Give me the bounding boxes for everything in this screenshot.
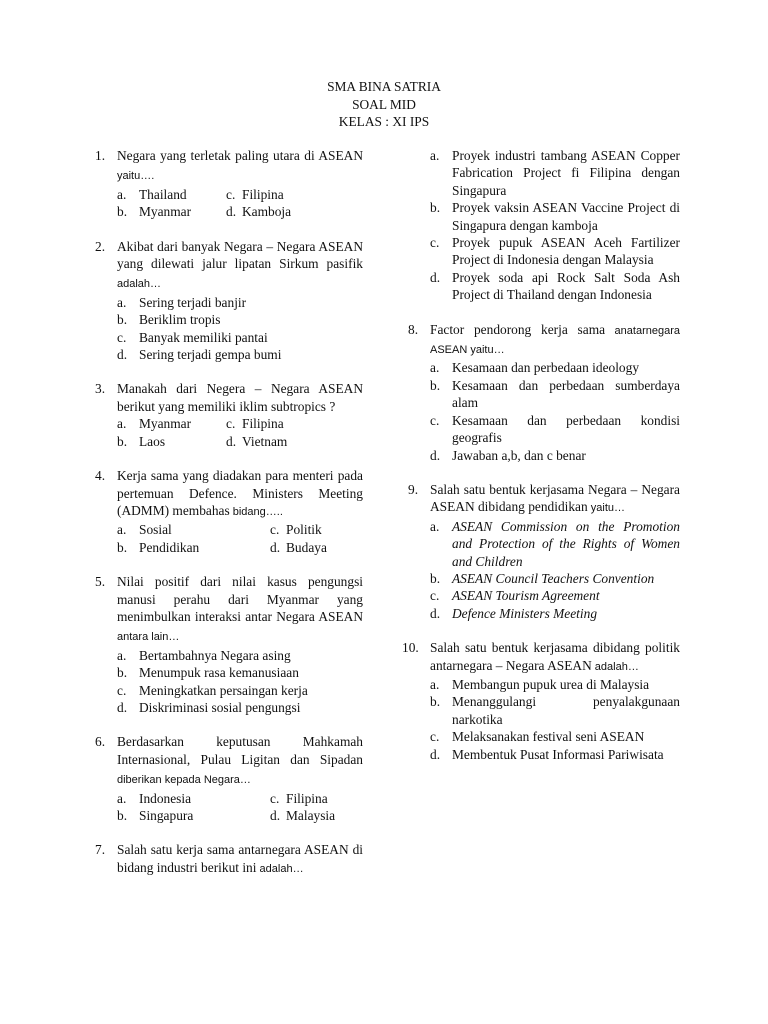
option-letter: c. xyxy=(117,329,127,345)
option-letter: c. xyxy=(226,416,236,432)
question-text xyxy=(117,380,363,415)
option-b xyxy=(117,433,226,450)
question-9 xyxy=(408,321,680,464)
option-letter: d. xyxy=(117,699,128,715)
option-d xyxy=(430,746,680,763)
option-letter: d. xyxy=(430,447,441,463)
option-letter: c. xyxy=(430,235,440,251)
right-column xyxy=(402,147,681,763)
option-a xyxy=(117,415,226,432)
option-letter: d. xyxy=(270,539,281,555)
option-text: Laos xyxy=(139,433,166,449)
question-prompt-tail: adalah… xyxy=(591,660,639,673)
option-letter: c. xyxy=(430,588,440,604)
option-b xyxy=(430,570,680,587)
question-10 xyxy=(408,481,680,622)
question-text xyxy=(117,841,363,878)
option-a xyxy=(430,359,680,376)
question-text xyxy=(430,321,680,360)
option-letter: a. xyxy=(117,522,127,538)
option-c xyxy=(430,587,680,604)
option-row xyxy=(117,807,363,824)
option-text: Thailand xyxy=(139,186,187,202)
option-letter: a. xyxy=(117,416,127,432)
option-letter: b. xyxy=(117,808,128,823)
option-b xyxy=(117,807,270,824)
class-label: KELAS : XI IPS xyxy=(338,114,430,129)
option-text: Jawaban a,b, dan c benar xyxy=(452,447,586,463)
question-number: 1. xyxy=(95,148,106,163)
question-text xyxy=(117,238,363,294)
option-b xyxy=(430,693,680,728)
option-c xyxy=(226,415,284,432)
option-text: Membangun pupuk urea di Malaysia xyxy=(452,676,650,692)
option-text: Proyek vaksin ASEAN Vaccine Project di Singapura dengan kamboja xyxy=(452,200,680,233)
exam-title: SOAL MID xyxy=(352,96,416,112)
option-c xyxy=(270,790,328,807)
option-row xyxy=(117,521,363,538)
option-letter: d. xyxy=(430,746,441,762)
option-c xyxy=(430,234,680,269)
option-text: Filipina xyxy=(286,790,328,806)
question-prompt-tail: diberikan kepada Negara… xyxy=(117,774,251,787)
option-a xyxy=(430,518,680,570)
option-text: Sosial xyxy=(139,522,172,538)
option-d xyxy=(270,807,335,824)
question-prompt-tail: yaitu… xyxy=(587,502,625,515)
option-text: Myanmar xyxy=(139,416,192,432)
question-text xyxy=(430,639,680,676)
question-prompt: Manakah dari Negera – Negara ASEAN berikut yang memiliki iklim subtropics ? xyxy=(117,381,363,414)
option-letter: c. xyxy=(430,729,440,745)
question-prompt: Salah satu bentuk kerjasama dibidang politik antarnegara – Negara ASEAN xyxy=(430,640,680,673)
option-row xyxy=(117,790,363,807)
option-text: Politik xyxy=(286,522,322,538)
question-prompt-tail: yaitu…. xyxy=(117,170,155,183)
option-text: Kesamaan dan perbedaan ideology xyxy=(452,360,640,376)
option-letter: a. xyxy=(430,518,440,534)
option-letter: b. xyxy=(117,539,128,555)
option-text: Sering terjadi banjir xyxy=(139,294,247,310)
option-text: Defence Ministers Meeting xyxy=(452,605,598,621)
option-letter: b. xyxy=(117,433,128,449)
option-b xyxy=(117,203,226,220)
question-number: 7. xyxy=(95,842,106,858)
option-letter: c. xyxy=(270,522,280,538)
option-c xyxy=(430,412,680,447)
option-letter: c. xyxy=(117,682,127,698)
option-text: Bertambahnya Negara asing xyxy=(139,647,291,663)
option-b xyxy=(117,664,363,681)
question-prompt-tail: bidang….. xyxy=(229,505,283,518)
option-text: Vietnam xyxy=(242,433,288,449)
question-text xyxy=(430,481,680,518)
option-text: Malaysia xyxy=(286,808,336,823)
question-number: 5. xyxy=(95,574,106,590)
option-b xyxy=(430,377,680,412)
option-letter: d. xyxy=(117,347,128,363)
question-prompt: Negara yang terletak paling utara di ASEAN xyxy=(117,148,363,163)
option-text: Menumpuk rasa kemanusiaan xyxy=(139,665,299,681)
question-text xyxy=(117,573,363,647)
option-letter: b. xyxy=(117,312,128,328)
option-letter: d. xyxy=(226,204,237,220)
option-letter: a. xyxy=(117,186,127,202)
option-letter: b. xyxy=(430,377,441,393)
option-d xyxy=(226,203,291,220)
option-a xyxy=(430,147,680,199)
option-a xyxy=(117,521,270,538)
option-row xyxy=(117,203,363,220)
option-c xyxy=(117,329,363,346)
option-letter: d. xyxy=(430,605,441,621)
option-letter: b. xyxy=(430,694,441,710)
question-prompt: Salah satu bentuk kerjasama Negara – Negara ASEAN dibidang pendidikan xyxy=(430,481,680,515)
option-text: Filipina xyxy=(242,416,284,432)
left-column xyxy=(95,147,363,878)
option-letter: a. xyxy=(430,360,440,376)
question-prompt: Factor pendorong kerja sama xyxy=(430,321,606,337)
question-number: 2. xyxy=(95,238,106,254)
option-letter: a. xyxy=(117,294,127,310)
question-prompt: Salah satu kerja sama antarnegara ASEAN di bidang industri berikut ini xyxy=(117,842,363,875)
option-letter: d. xyxy=(226,433,237,449)
option-row xyxy=(117,539,363,556)
option-letter: b. xyxy=(117,665,128,681)
question-1 xyxy=(95,147,363,221)
option-letter: a. xyxy=(117,647,127,663)
option-b xyxy=(117,311,363,328)
option-text: Kamboja xyxy=(242,204,292,220)
option-text: Budaya xyxy=(286,539,327,555)
option-text: Melaksanakan festival seni ASEAN xyxy=(452,729,645,745)
question-8 xyxy=(408,147,680,304)
option-b xyxy=(430,199,680,234)
question-number: 6. xyxy=(95,734,106,750)
option-text: Pendidikan xyxy=(139,539,200,555)
option-text: ASEAN Commission on the Promotion and Protection of the Rights of Women and Children xyxy=(452,518,680,569)
option-text: Meningkatkan persaingan kerja xyxy=(139,682,308,698)
option-text: ASEAN Tourism Agreement xyxy=(452,588,600,604)
question-prompt-tail: antara lain… xyxy=(117,631,180,644)
option-c xyxy=(226,186,284,203)
option-text: Proyek pupuk ASEAN Aceh Fartilizer Project di Indonesia dengan Malaysia xyxy=(452,235,680,268)
option-a xyxy=(117,647,363,664)
question-number: 8. xyxy=(408,321,419,337)
question-prompt: Berdasarkan keputusan Mahkamah Internasional, Pulau Ligitan dan Sipadan xyxy=(117,734,363,767)
option-text: Kesamaan dan perbedaan kondisi geografis xyxy=(452,412,680,446)
option-text: Singapura xyxy=(139,808,194,823)
option-text: Menanggulangi penyalakgunaan narkotika xyxy=(452,694,680,727)
option-text: Beriklim tropis xyxy=(139,312,221,328)
question-text xyxy=(117,147,363,186)
option-a xyxy=(117,186,226,203)
option-letter: d. xyxy=(270,808,281,823)
option-c xyxy=(270,521,322,538)
question-3 xyxy=(95,380,363,450)
option-a xyxy=(430,676,680,693)
option-text: Filipina xyxy=(242,186,284,202)
option-b xyxy=(117,539,270,556)
question-text xyxy=(117,733,363,789)
option-text: Membentuk Pusat Informasi Pariwisata xyxy=(452,746,664,762)
option-a xyxy=(117,790,270,807)
option-d xyxy=(430,269,680,304)
option-text: Sering terjadi gempa bumi xyxy=(139,347,282,363)
question-number: 3. xyxy=(95,381,106,397)
option-letter: b. xyxy=(117,204,128,220)
option-letter: a. xyxy=(117,790,127,806)
option-d xyxy=(226,433,287,450)
question-prompt: Kerja sama yang diadakan para menteri pada pertemuan Defence. Ministers Meeting (ADMM) membahas xyxy=(117,468,363,518)
option-letter: b. xyxy=(430,570,441,586)
option-d xyxy=(117,346,363,363)
option-text: Indonesia xyxy=(139,790,192,806)
option-text: Kesamaan dan perbedaan sumberdaya alam xyxy=(452,377,680,411)
question-number: 4. xyxy=(95,468,106,484)
option-d xyxy=(270,539,327,556)
option-c xyxy=(430,728,680,745)
question-number: 9. xyxy=(408,481,419,497)
option-text: Myanmar xyxy=(139,204,192,220)
option-text: Banyak memiliki pantai xyxy=(139,329,268,345)
option-letter: a. xyxy=(430,676,440,692)
question-prompt: Akibat dari banyak Negara – Negara ASEAN yang dilewati jalur lipatan Sirkum pasifik xyxy=(117,238,363,272)
question-prompt: Nilai positif dari nilai kasus pengungsi manusi perahu dari Myanmar yang menimbulkan interaksi antar Negara ASEAN xyxy=(117,574,363,624)
option-d xyxy=(117,699,363,716)
option-text: Proyek soda api Rock Salt Soda Ash Project di Thailand dengan Indonesia xyxy=(452,269,680,303)
question-text xyxy=(117,467,363,521)
question-prompt-tail: adalah… xyxy=(117,278,162,291)
option-text: ASEAN Council Teachers Convention xyxy=(452,570,655,586)
school-name: SMA BINA SATRIA xyxy=(327,79,441,94)
option-d xyxy=(430,447,680,464)
option-letter: c. xyxy=(270,790,280,806)
question-11 xyxy=(402,639,680,763)
option-letter: a. xyxy=(430,148,440,163)
option-row xyxy=(117,415,363,432)
option-letter: d. xyxy=(430,269,441,285)
question-prompt-tail: adalah… xyxy=(256,862,304,875)
option-text: Proyek industri tambang ASEAN Copper Fabrication Project fi Filipina dengan Singapura xyxy=(452,148,680,198)
document-header xyxy=(0,78,768,131)
question-number: 10. xyxy=(402,640,419,656)
question-7 xyxy=(95,841,363,878)
question-2 xyxy=(95,238,363,364)
option-c xyxy=(117,682,363,699)
option-letter: c. xyxy=(430,412,440,428)
option-a xyxy=(117,294,363,311)
option-row xyxy=(117,433,363,450)
question-5 xyxy=(95,573,363,716)
option-letter: b. xyxy=(430,200,441,216)
option-d xyxy=(430,605,680,622)
question-6 xyxy=(95,733,363,824)
question-4 xyxy=(95,467,363,556)
option-letter: c. xyxy=(226,186,236,202)
option-row xyxy=(117,186,363,203)
option-text: Diskriminasi sosial pengungsi xyxy=(139,699,301,715)
question-prompt-tail: anatarnegara ASEAN yaitu… xyxy=(430,324,681,357)
